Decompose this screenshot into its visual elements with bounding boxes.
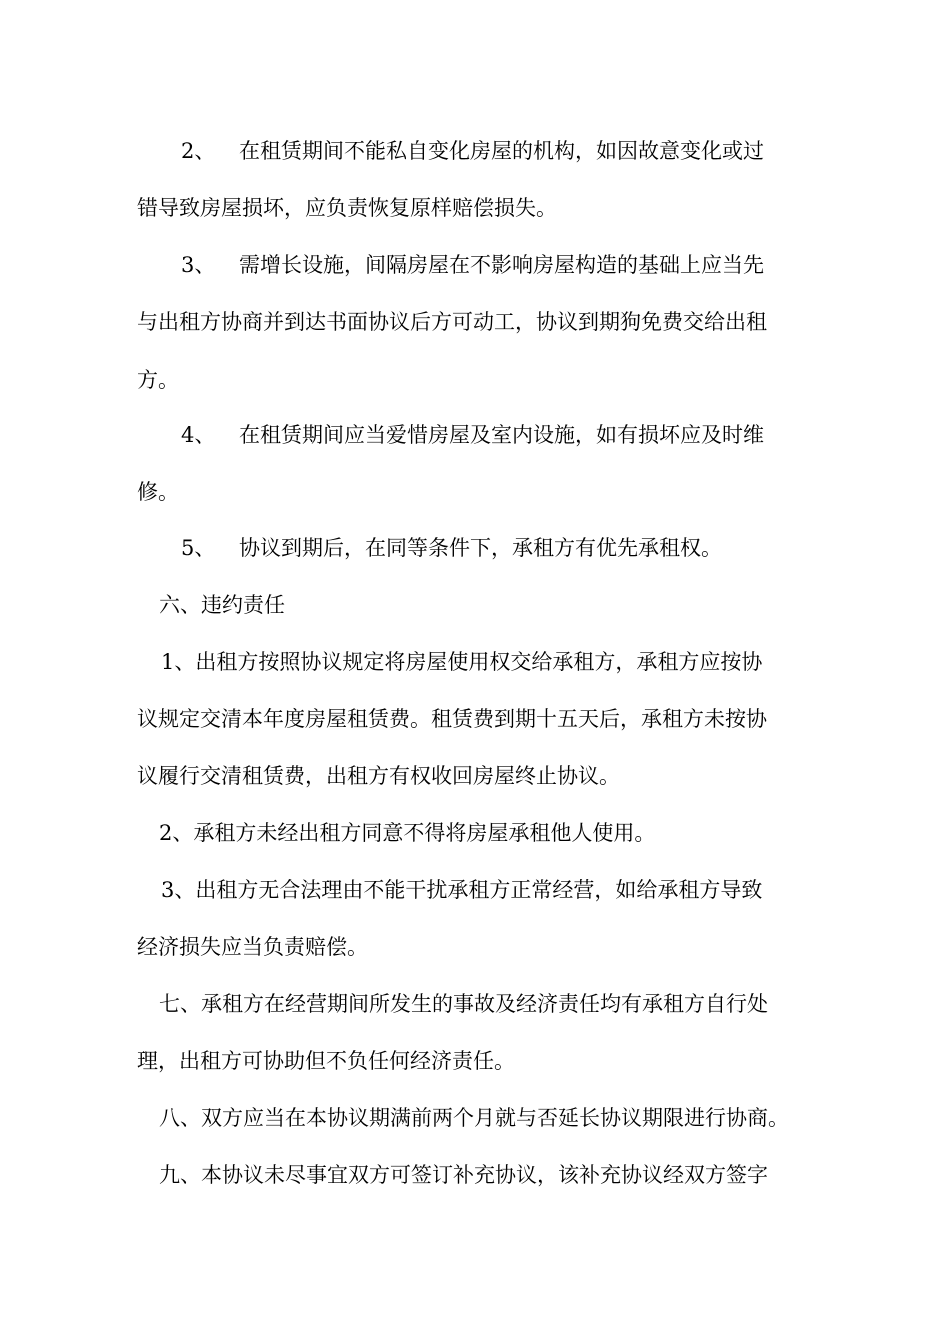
clause-text: 在租赁期间应当爱惜房屋及室内设施，如有损坏应及时维 — [239, 423, 764, 447]
clause-number: 3、 — [181, 253, 216, 277]
section-7-line-2: 理，出租方可协助但不负任何经济责任。 — [137, 1049, 515, 1073]
section-7-line-1: 七、承租方在经营期间所发生的事故及经济责任均有承租方自行处 — [159, 992, 768, 1016]
section-9-line-1: 九、本协议未尽事宜双方可签订补充协议，该补充协议经双方签字 — [159, 1163, 768, 1187]
clause-4-line-1 — [137, 420, 827, 450]
clause-5-line-1 — [137, 533, 827, 563]
breach-item-3-line-2: 经济损失应当负责赔偿。 — [137, 935, 368, 959]
breach-item-1-line-2: 议规定交清本年度房屋租赁费。租赁费到期十五天后，承租方未按协 — [137, 707, 767, 731]
clause-number: 2、 — [181, 139, 216, 163]
clause-2-line-2: 错导致房屋损坏，应负责恢复原样赔偿损失。 — [137, 196, 557, 220]
clause-number: 4、 — [181, 423, 216, 447]
clause-3-line-3: 方。 — [137, 368, 179, 392]
clause-number: 5、 — [181, 536, 216, 560]
section-heading-breach: 六、违约责任 — [159, 593, 285, 617]
clause-2-line-1 — [137, 136, 827, 166]
section-8-line-1: 八、双方应当在本协议期满前两个月就与否延长协议期限进行协商。 — [159, 1106, 789, 1130]
clause-text: 在租赁期间不能私自变化房屋的机构，如因故意变化或过 — [239, 139, 764, 163]
breach-item-1-line-3: 议履行交清租赁费，出租方有权收回房屋终止协议。 — [137, 764, 620, 788]
clause-4-line-2: 修。 — [137, 480, 179, 504]
clause-3-line-1 — [137, 250, 827, 280]
clause-3-line-2: 与出租方协商并到达书面协议后方可动工，协议到期狗免费交给出租 — [137, 310, 767, 334]
clause-text: 需增长设施，间隔房屋在不影响房屋构造的基础上应当先 — [239, 253, 764, 277]
breach-item-3-line-1: 3、出租方无合法理由不能干扰承租方正常经营，如给承租方导致 — [161, 878, 763, 902]
breach-item-2-line-1: 2、承租方未经出租方同意不得将房屋承租他人使用。 — [159, 821, 656, 845]
clause-text: 协议到期后，在同等条件下，承租方有优先承租权。 — [239, 536, 722, 560]
breach-item-1-line-1: 1、出租方按照协议规定将房屋使用权交给承租方，承租方应按协 — [161, 650, 763, 674]
